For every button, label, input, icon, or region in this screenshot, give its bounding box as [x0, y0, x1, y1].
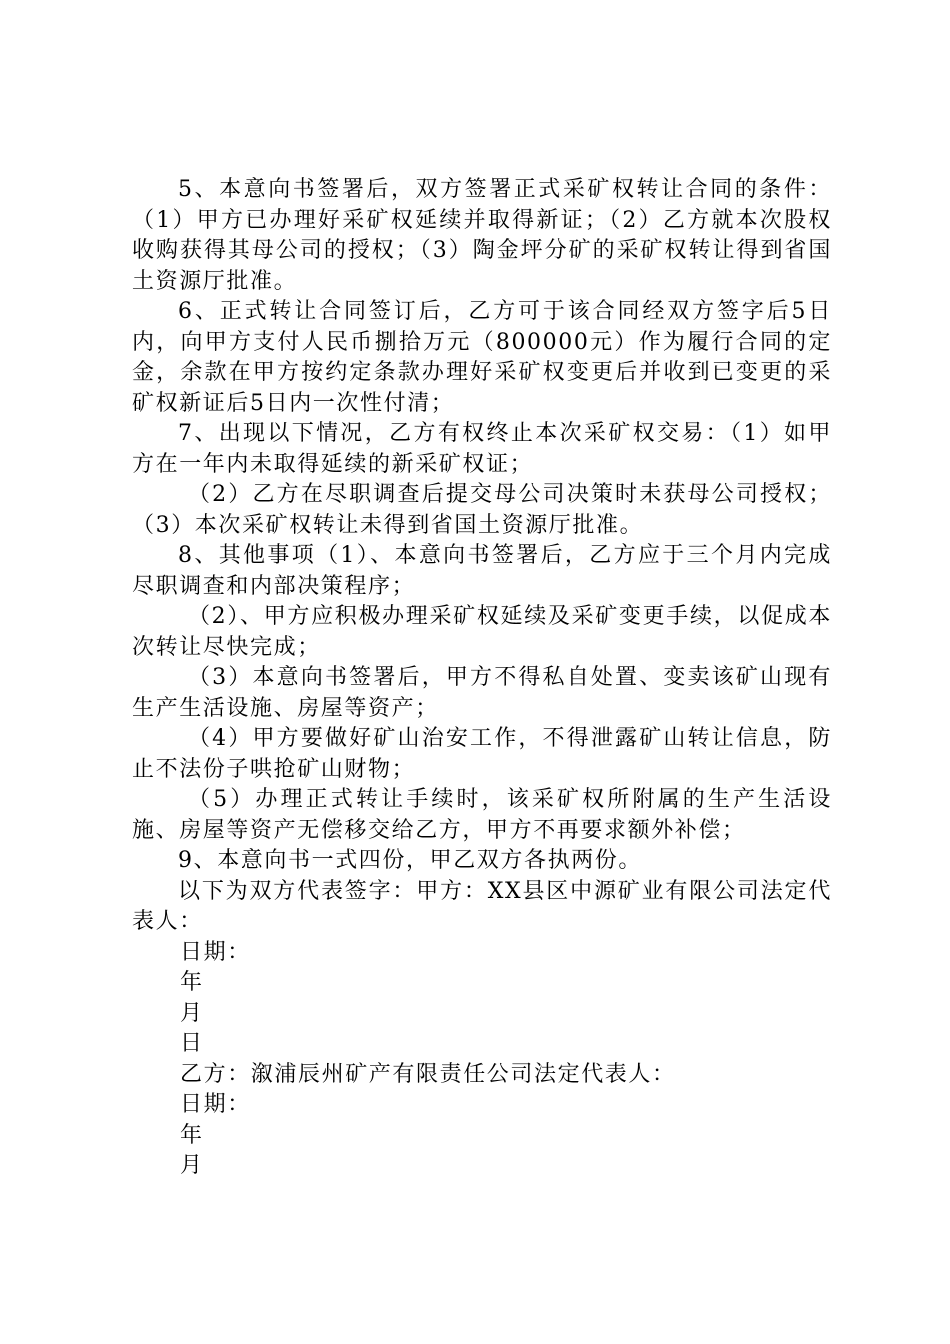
party-a-year-label: 年 [180, 970, 204, 995]
party-b-representative-label: 乙方：溆浦辰州矿产有限责任公司法定代表人： [180, 1061, 676, 1087]
party-b-month-label: 月 [180, 1153, 204, 1178]
party-b-date-label: 日期： [180, 1092, 251, 1117]
clause-7: 7、出现以下情况，乙方有权终止本次采矿权交易：（1）如甲方在一年内未取得延续的新采矿权证； [132, 421, 832, 477]
party-b-year-label: 年 [180, 1122, 204, 1148]
clause-8-item-4: （4）甲方要做好矿山治安工作，不得泄露矿山转让信息，防止不法份子哄抢矿山财物； [132, 726, 832, 782]
signature-intro: 以下为双方代表签字：甲方：XX县区中源矿业有限公司法定代表人： [132, 878, 832, 934]
clause-6: 6、正式转让合同签订后，乙方可于该合同经双方签字后5日内，向甲方支付人民币捌拾万元（800000元）作为履行合同的定金，余款在甲方按约定条款办理好采矿权变更后并收到已变更的采矿权新证后5日内一次性付清； [132, 299, 832, 416]
party-a-month-label: 月 [180, 1000, 204, 1026]
clause-8: 8、其他事项（1）、本意向书签署后，乙方应于三个月内完成尽职调查和内部决策程序； [132, 543, 832, 599]
clause-9: 9、本意向书一式四份，甲乙双方各执两份。 [178, 848, 642, 873]
party-a-day-label: 日 [180, 1031, 204, 1056]
clause-8-item-5: （5）办理正式转让手续时，该采矿权所附属的生产生活设施、房屋等资产无偿移交给乙方，甲方不再要求额外补偿； [132, 787, 832, 843]
party-a-date-label: 日期： [180, 939, 251, 965]
clause-8-item-2: （2）、甲方应积极办理采矿权延续及采矿变更手续，以促成本次转让尽快完成； [132, 604, 832, 660]
clause-7-item-2: （2）乙方在尽职调查后提交母公司决策时未获母公司授权；（3）本次采矿权转让未得到省国土资源厅批准。 [132, 482, 832, 538]
clause-8-item-3: （3）本意向书签署后，甲方不得私自处置、变卖该矿山现有生产生活设施、房屋等资产； [132, 665, 832, 721]
clause-5: 5、本意向书签署后，双方签署正式采矿权转让合同的条件：（1）甲方已办理好采矿权延续并取得新证；（2）乙方就本次股权收购获得其母公司的授权；（3）陶金坪分矿的采矿权转让得到省国土资源厅批准。 [132, 177, 832, 294]
document-page [132, 175, 832, 1182]
